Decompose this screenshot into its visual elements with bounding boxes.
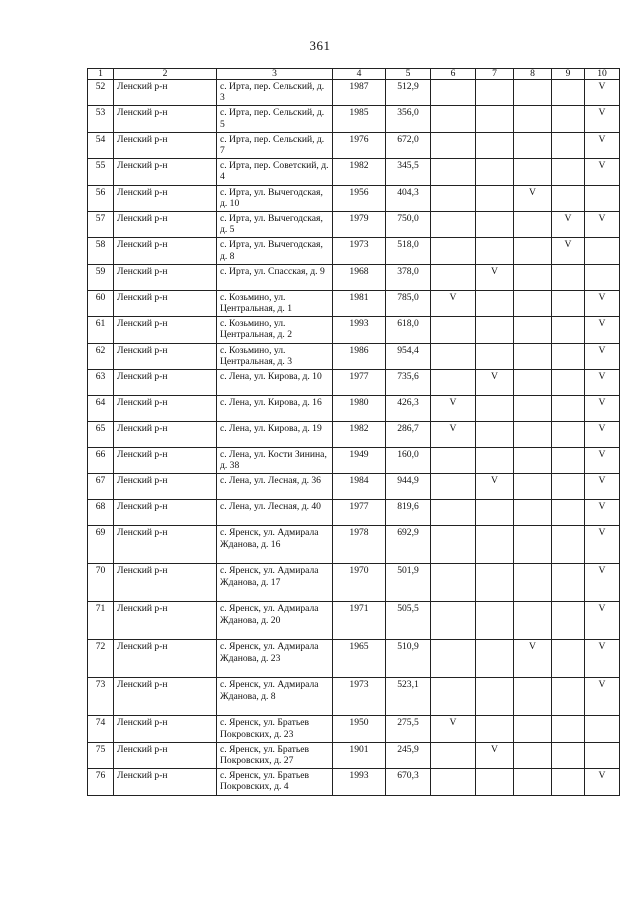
flag-cell-7: V [476, 474, 514, 500]
flag-cell-8 [514, 526, 552, 564]
flag-cell-7 [476, 602, 514, 640]
row-number: 67 [88, 474, 114, 500]
district-cell: Ленский р-н [114, 132, 217, 158]
flag-cell-9 [552, 448, 585, 474]
flag-cell-8: V [514, 640, 552, 678]
flag-cell-8 [514, 370, 552, 396]
flag-cell-9 [552, 500, 585, 526]
flag-cell-10: V [585, 80, 620, 106]
row-number: 76 [88, 769, 114, 795]
year-cell: 1965 [333, 640, 386, 678]
address-cell: с. Яренск, ул. Братьев Покровских, д. 4 [217, 769, 333, 795]
flag-cell-6 [431, 448, 476, 474]
page-number: 361 [309, 38, 331, 53]
table-row [88, 80, 620, 106]
flag-cell-7 [476, 422, 514, 448]
flag-cell-7 [476, 317, 514, 343]
district-cell: Ленский р-н [114, 212, 217, 238]
row-number: 73 [88, 678, 114, 716]
flag-cell-6 [431, 678, 476, 716]
address-cell: с. Лена, ул. Кирова, д. 10 [217, 370, 333, 396]
flag-cell-7 [476, 640, 514, 678]
row-number: 60 [88, 290, 114, 316]
flag-cell-7 [476, 448, 514, 474]
table-row [88, 500, 620, 526]
district-cell: Ленский р-н [114, 80, 217, 106]
district-cell: Ленский р-н [114, 602, 217, 640]
flag-cell-6 [431, 526, 476, 564]
district-cell: Ленский р-н [114, 396, 217, 422]
flag-cell-8 [514, 448, 552, 474]
table-row [88, 640, 620, 678]
flag-cell-8 [514, 132, 552, 158]
flag-cell-7: V [476, 742, 514, 768]
flag-cell-9 [552, 185, 585, 211]
flag-cell-7 [476, 106, 514, 132]
row-number: 74 [88, 716, 114, 742]
flag-cell-10: V [585, 212, 620, 238]
flag-cell-7 [476, 564, 514, 602]
flag-cell-9 [552, 526, 585, 564]
area-cell: 160,0 [386, 448, 431, 474]
flag-cell-10: V [585, 132, 620, 158]
area-cell: 735,6 [386, 370, 431, 396]
address-cell: с. Козьмино, ул. Центральная, д. 3 [217, 343, 333, 369]
area-cell: 275,5 [386, 716, 431, 742]
column-header: 8 [514, 69, 552, 80]
year-cell: 1979 [333, 212, 386, 238]
flag-cell-8: V [514, 185, 552, 211]
column-header: 7 [476, 69, 514, 80]
table-row [88, 106, 620, 132]
flag-cell-6: V [431, 716, 476, 742]
address-cell: с. Ирта, ул. Вычегодская, д. 10 [217, 185, 333, 211]
flag-cell-9 [552, 716, 585, 742]
area-cell: 510,9 [386, 640, 431, 678]
flag-cell-10: V [585, 474, 620, 500]
address-cell: с. Ирта, пер. Сельский, д. 5 [217, 106, 333, 132]
table-row [88, 564, 620, 602]
area-cell: 518,0 [386, 238, 431, 264]
address-cell: с. Яренск, ул. Адмирала Жданова, д. 16 [217, 526, 333, 564]
row-number: 63 [88, 370, 114, 396]
flag-cell-10: V [585, 343, 620, 369]
flag-cell-9 [552, 678, 585, 716]
year-cell: 1901 [333, 742, 386, 768]
flag-cell-7 [476, 238, 514, 264]
flag-cell-6 [431, 132, 476, 158]
flag-cell-7 [476, 526, 514, 564]
year-cell: 1977 [333, 370, 386, 396]
flag-cell-8 [514, 396, 552, 422]
row-number: 57 [88, 212, 114, 238]
area-cell: 512,9 [386, 80, 431, 106]
district-cell: Ленский р-н [114, 106, 217, 132]
row-number: 54 [88, 132, 114, 158]
area-cell: 378,0 [386, 264, 431, 290]
row-number: 66 [88, 448, 114, 474]
row-number: 64 [88, 396, 114, 422]
flag-cell-8 [514, 343, 552, 369]
address-cell: с. Яренск, ул. Братьев Покровских, д. 23 [217, 716, 333, 742]
flag-cell-9 [552, 132, 585, 158]
flag-cell-6 [431, 343, 476, 369]
address-cell: с. Козьмино, ул. Центральная, д. 1 [217, 290, 333, 316]
flag-cell-9: V [552, 212, 585, 238]
flag-cell-9 [552, 474, 585, 500]
area-cell: 944,9 [386, 474, 431, 500]
district-cell: Ленский р-н [114, 422, 217, 448]
year-cell: 1949 [333, 448, 386, 474]
flag-cell-9 [552, 640, 585, 678]
address-cell: с. Яренск, ул. Адмирала Жданова, д. 8 [217, 678, 333, 716]
flag-cell-9: V [552, 238, 585, 264]
flag-cell-9 [552, 602, 585, 640]
flag-cell-10: V [585, 290, 620, 316]
row-number: 59 [88, 264, 114, 290]
flag-cell-8 [514, 602, 552, 640]
district-cell: Ленский р-н [114, 290, 217, 316]
row-number: 52 [88, 80, 114, 106]
address-cell: с. Ирта, ул. Вычегодская, д. 5 [217, 212, 333, 238]
row-number: 69 [88, 526, 114, 564]
year-cell: 1981 [333, 290, 386, 316]
flag-cell-10: V [585, 500, 620, 526]
row-number: 65 [88, 422, 114, 448]
flag-cell-6: V [431, 422, 476, 448]
address-cell: с. Лена, ул. Кирова, д. 19 [217, 422, 333, 448]
flag-cell-6 [431, 370, 476, 396]
flag-cell-9 [552, 742, 585, 768]
table-row [88, 526, 620, 564]
flag-cell-7: V [476, 264, 514, 290]
flag-cell-8 [514, 238, 552, 264]
column-header: 3 [217, 69, 333, 80]
flag-cell-8 [514, 716, 552, 742]
table-row [88, 474, 620, 500]
table-row [88, 716, 620, 742]
year-cell: 1982 [333, 422, 386, 448]
flag-cell-9 [552, 564, 585, 602]
flag-cell-8 [514, 678, 552, 716]
flag-cell-7 [476, 343, 514, 369]
column-header: 5 [386, 69, 431, 80]
flag-cell-8 [514, 500, 552, 526]
flag-cell-10 [585, 716, 620, 742]
flag-cell-8 [514, 769, 552, 795]
flag-cell-9 [552, 317, 585, 343]
flag-cell-7 [476, 678, 514, 716]
flag-cell-6 [431, 742, 476, 768]
year-cell: 1968 [333, 264, 386, 290]
row-number: 61 [88, 317, 114, 343]
flag-cell-6 [431, 640, 476, 678]
flag-cell-6 [431, 106, 476, 132]
address-cell: с. Лена, ул. Кости Зинина, д. 38 [217, 448, 333, 474]
district-cell: Ленский р-н [114, 448, 217, 474]
table-row [88, 212, 620, 238]
year-cell: 1993 [333, 769, 386, 795]
housing-registry-table [87, 68, 620, 796]
address-cell: с. Ирта, ул. Вычегодская, д. 8 [217, 238, 333, 264]
table-row [88, 678, 620, 716]
row-number: 72 [88, 640, 114, 678]
flag-cell-9 [552, 343, 585, 369]
area-cell: 505,5 [386, 602, 431, 640]
area-cell: 356,0 [386, 106, 431, 132]
table-row [88, 132, 620, 158]
flag-cell-8 [514, 159, 552, 185]
district-cell: Ленский р-н [114, 564, 217, 602]
year-cell: 1985 [333, 106, 386, 132]
area-cell: 426,3 [386, 396, 431, 422]
year-cell: 1971 [333, 602, 386, 640]
flag-cell-10 [585, 742, 620, 768]
flag-cell-9 [552, 370, 585, 396]
row-number: 55 [88, 159, 114, 185]
flag-cell-8 [514, 742, 552, 768]
flag-cell-10: V [585, 640, 620, 678]
district-cell: Ленский р-н [114, 500, 217, 526]
flag-cell-10: V [585, 678, 620, 716]
area-cell: 245,9 [386, 742, 431, 768]
year-cell: 1950 [333, 716, 386, 742]
flag-cell-10: V [585, 769, 620, 795]
area-cell: 750,0 [386, 212, 431, 238]
flag-cell-6 [431, 317, 476, 343]
year-cell: 1984 [333, 474, 386, 500]
flag-cell-6 [431, 212, 476, 238]
district-cell: Ленский р-н [114, 678, 217, 716]
flag-cell-7 [476, 290, 514, 316]
table-row [88, 602, 620, 640]
flag-cell-6: V [431, 396, 476, 422]
flag-cell-9 [552, 264, 585, 290]
row-number: 56 [88, 185, 114, 211]
area-cell: 618,0 [386, 317, 431, 343]
area-cell: 785,0 [386, 290, 431, 316]
flag-cell-10: V [585, 526, 620, 564]
table-row [88, 396, 620, 422]
table-row [88, 185, 620, 211]
flag-cell-9 [552, 396, 585, 422]
district-cell: Ленский р-н [114, 264, 217, 290]
year-cell: 1987 [333, 80, 386, 106]
table-row [88, 317, 620, 343]
table-row [88, 742, 620, 768]
flag-cell-8 [514, 317, 552, 343]
address-cell: с. Яренск, ул. Адмирала Жданова, д. 23 [217, 640, 333, 678]
area-cell: 523,1 [386, 678, 431, 716]
year-cell: 1977 [333, 500, 386, 526]
flag-cell-10 [585, 185, 620, 211]
row-number: 68 [88, 500, 114, 526]
district-cell: Ленский р-н [114, 238, 217, 264]
area-cell: 286,7 [386, 422, 431, 448]
column-header: 2 [114, 69, 217, 80]
area-cell: 692,9 [386, 526, 431, 564]
row-number: 62 [88, 343, 114, 369]
flag-cell-9 [552, 106, 585, 132]
flag-cell-7 [476, 185, 514, 211]
flag-cell-10: V [585, 370, 620, 396]
district-cell: Ленский р-н [114, 343, 217, 369]
flag-cell-7: V [476, 370, 514, 396]
header-row [88, 69, 620, 80]
flag-cell-9 [552, 290, 585, 316]
address-cell: с. Яренск, ул. Адмирала Жданова, д. 17 [217, 564, 333, 602]
flag-cell-8 [514, 264, 552, 290]
year-cell: 1970 [333, 564, 386, 602]
flag-cell-6 [431, 185, 476, 211]
flag-cell-8 [514, 564, 552, 602]
district-cell: Ленский р-н [114, 769, 217, 795]
flag-cell-9 [552, 80, 585, 106]
flag-cell-6 [431, 238, 476, 264]
table-row [88, 159, 620, 185]
address-cell: с. Лена, ул. Лесная, д. 36 [217, 474, 333, 500]
area-cell: 670,3 [386, 769, 431, 795]
area-cell: 345,5 [386, 159, 431, 185]
flag-cell-6 [431, 500, 476, 526]
flag-cell-10: V [585, 448, 620, 474]
column-header: 10 [585, 69, 620, 80]
table-row [88, 290, 620, 316]
area-cell: 501,9 [386, 564, 431, 602]
flag-cell-7 [476, 769, 514, 795]
address-cell: с. Яренск, ул. Братьев Покровских, д. 27 [217, 742, 333, 768]
flag-cell-10: V [585, 422, 620, 448]
flag-cell-10: V [585, 159, 620, 185]
year-cell: 1993 [333, 317, 386, 343]
flag-cell-10 [585, 264, 620, 290]
district-cell: Ленский р-н [114, 370, 217, 396]
flag-cell-6 [431, 80, 476, 106]
flag-cell-8 [514, 290, 552, 316]
year-cell: 1986 [333, 343, 386, 369]
flag-cell-10 [585, 238, 620, 264]
column-header: 1 [88, 69, 114, 80]
flag-cell-8 [514, 106, 552, 132]
flag-cell-10: V [585, 564, 620, 602]
address-cell: с. Яренск, ул. Адмирала Жданова, д. 20 [217, 602, 333, 640]
address-cell: с. Ирта, пер. Советский, д. 4 [217, 159, 333, 185]
flag-cell-6 [431, 264, 476, 290]
column-header: 9 [552, 69, 585, 80]
year-cell: 1980 [333, 396, 386, 422]
flag-cell-7 [476, 396, 514, 422]
area-cell: 954,4 [386, 343, 431, 369]
flag-cell-9 [552, 159, 585, 185]
flag-cell-10: V [585, 396, 620, 422]
year-cell: 1973 [333, 238, 386, 264]
flag-cell-7 [476, 159, 514, 185]
column-header: 6 [431, 69, 476, 80]
flag-cell-8 [514, 474, 552, 500]
flag-cell-7 [476, 716, 514, 742]
flag-cell-6 [431, 564, 476, 602]
year-cell: 1982 [333, 159, 386, 185]
flag-cell-6 [431, 159, 476, 185]
address-cell: с. Козьмино, ул. Центральная, д. 2 [217, 317, 333, 343]
district-cell: Ленский р-н [114, 640, 217, 678]
flag-cell-7 [476, 80, 514, 106]
area-cell: 819,6 [386, 500, 431, 526]
year-cell: 1973 [333, 678, 386, 716]
row-number: 71 [88, 602, 114, 640]
flag-cell-6 [431, 474, 476, 500]
flag-cell-6: V [431, 290, 476, 316]
row-number: 58 [88, 238, 114, 264]
year-cell: 1956 [333, 185, 386, 211]
flag-cell-10: V [585, 106, 620, 132]
flag-cell-10: V [585, 602, 620, 640]
address-cell: с. Ирта, ул. Спасская, д. 9 [217, 264, 333, 290]
flag-cell-8 [514, 80, 552, 106]
flag-cell-6 [431, 769, 476, 795]
district-cell: Ленский р-н [114, 159, 217, 185]
row-number: 70 [88, 564, 114, 602]
flag-cell-7 [476, 212, 514, 238]
table-row [88, 370, 620, 396]
area-cell: 404,3 [386, 185, 431, 211]
year-cell: 1976 [333, 132, 386, 158]
district-cell: Ленский р-н [114, 742, 217, 768]
address-cell: с. Лена, ул. Лесная, д. 40 [217, 500, 333, 526]
district-cell: Ленский р-н [114, 474, 217, 500]
column-header: 4 [333, 69, 386, 80]
address-cell: с. Ирта, пер. Сельский, д. 3 [217, 80, 333, 106]
flag-cell-7 [476, 132, 514, 158]
flag-cell-8 [514, 422, 552, 448]
district-cell: Ленский р-н [114, 526, 217, 564]
year-cell: 1978 [333, 526, 386, 564]
district-cell: Ленский р-н [114, 317, 217, 343]
flag-cell-9 [552, 422, 585, 448]
table-row [88, 264, 620, 290]
table-row [88, 238, 620, 264]
row-number: 53 [88, 106, 114, 132]
flag-cell-10: V [585, 317, 620, 343]
flag-cell-7 [476, 500, 514, 526]
flag-cell-9 [552, 769, 585, 795]
row-number: 75 [88, 742, 114, 768]
table-row [88, 769, 620, 795]
flag-cell-6 [431, 602, 476, 640]
address-cell: с. Лена, ул. Кирова, д. 16 [217, 396, 333, 422]
table-row [88, 448, 620, 474]
area-cell: 672,0 [386, 132, 431, 158]
table-row [88, 343, 620, 369]
flag-cell-8 [514, 212, 552, 238]
address-cell: с. Ирта, пер. Сельский, д. 7 [217, 132, 333, 158]
table-row [88, 422, 620, 448]
district-cell: Ленский р-н [114, 716, 217, 742]
district-cell: Ленский р-н [114, 185, 217, 211]
